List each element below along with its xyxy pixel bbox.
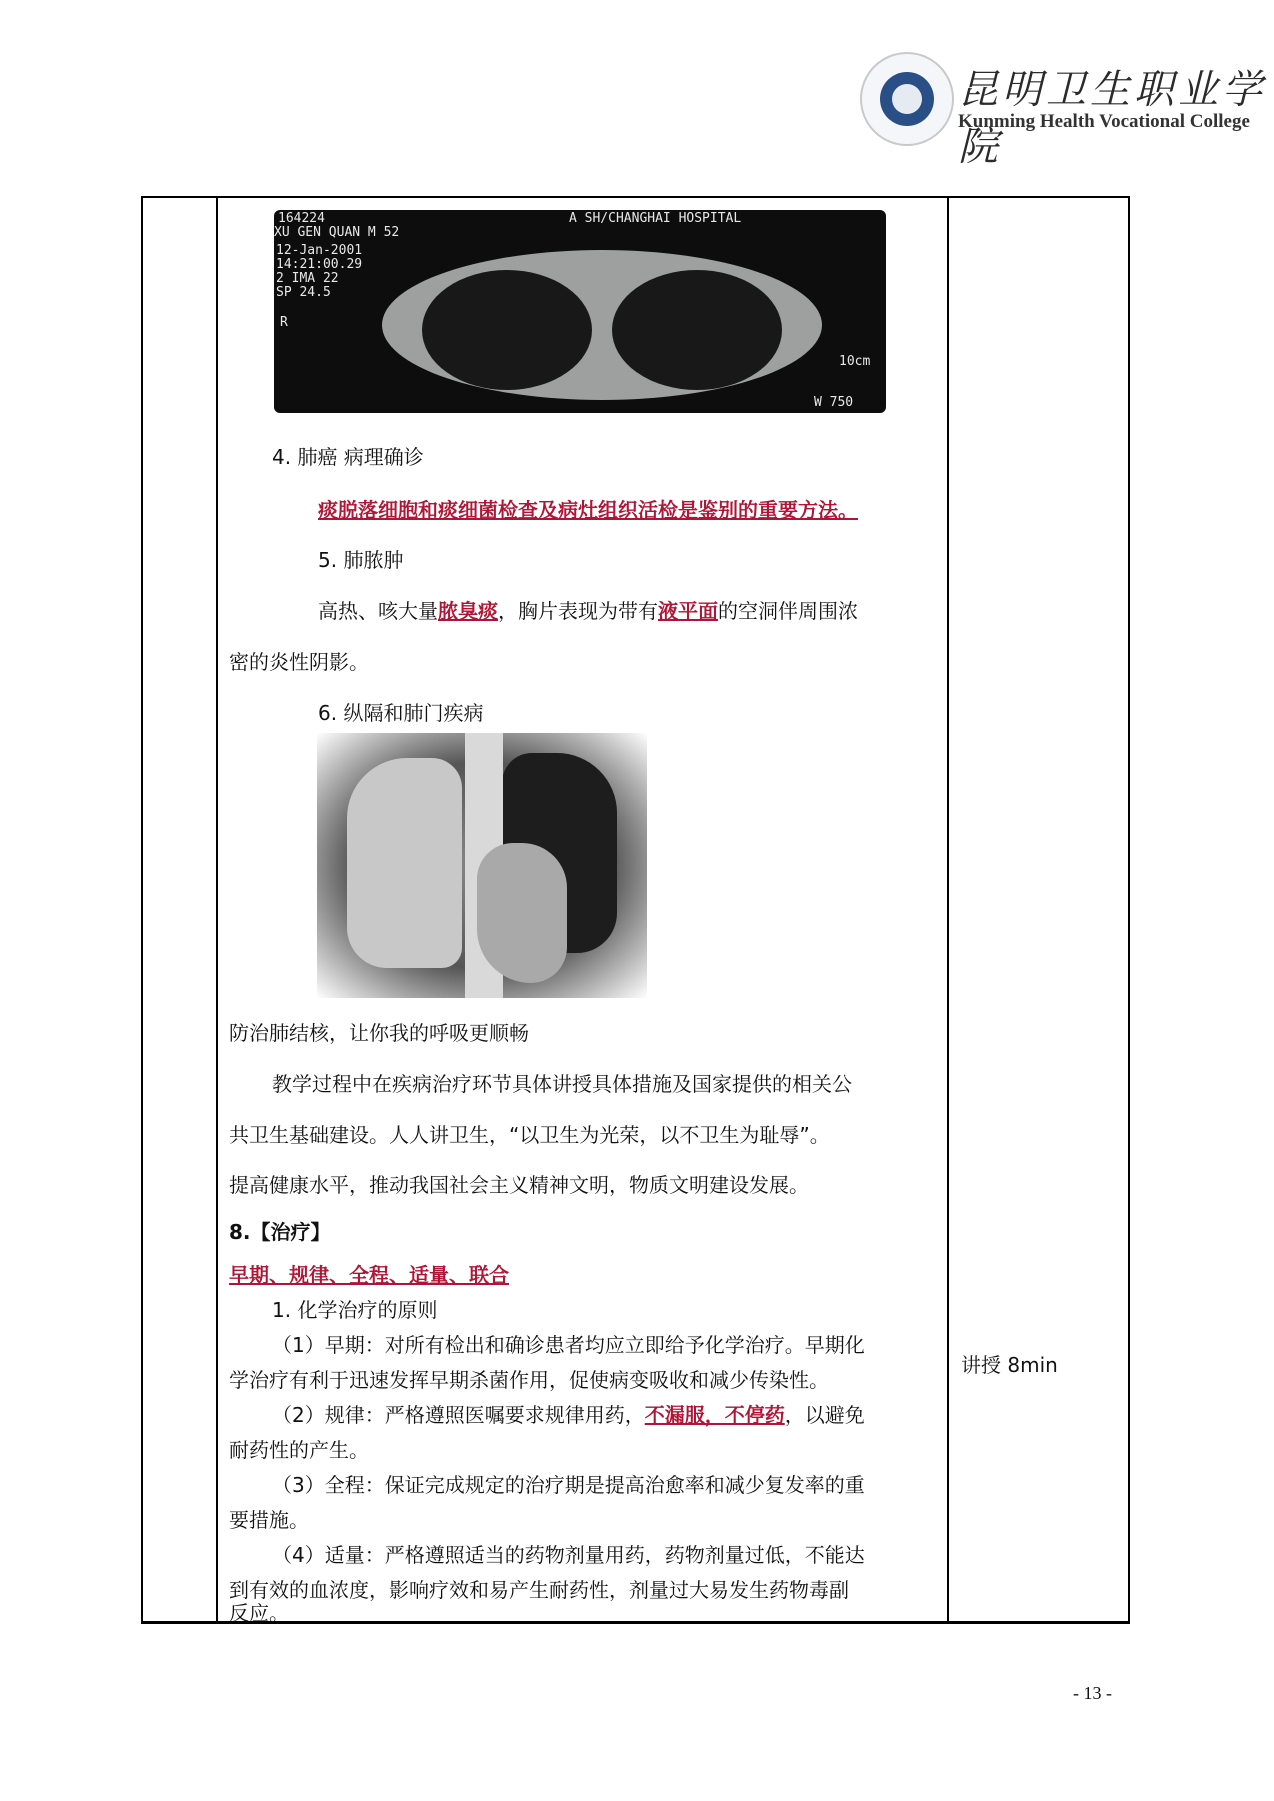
principle3-line1: （3）全程：保证完成规定的治疗期是提高治愈率和减少复发率的重 bbox=[272, 1473, 865, 1497]
principle2-line1 bbox=[272, 1402, 865, 1428]
chem-therapy-title: 1. 化学治疗的原则 bbox=[272, 1298, 438, 1322]
ct-body-outline bbox=[382, 250, 822, 400]
ct-overlay-time: 14:21:00.29 bbox=[276, 257, 363, 272]
principle1-line1: （1）早期：对所有检出和确诊患者均应立即给予化学治疗。早期化 bbox=[272, 1333, 865, 1357]
ct-overlay-date: 12-Jan-2001 bbox=[276, 243, 363, 258]
item6-title: 6. 纵隔和肺门疾病 bbox=[318, 701, 484, 725]
college-name-cn: 昆明卫生职业学院 bbox=[958, 67, 1266, 170]
ct-scan-image bbox=[274, 210, 886, 413]
ct-overlay-ima: 2 IMA 22 bbox=[276, 271, 339, 286]
principle4-line1: （4）适量：严格遵照适当的药物剂量用药，药物剂量过低，不能达 bbox=[272, 1543, 865, 1567]
principle1-line2: 学治疗有利于迅速发挥早期杀菌作用，促使病变吸收和减少传染性。 bbox=[229, 1368, 829, 1392]
xray-heart-shadow bbox=[477, 843, 567, 983]
ct-overlay-hospital: A SH/CHANGHAI HOSPITAL bbox=[569, 211, 742, 226]
principle2-line2: 耐药性的产生。 bbox=[229, 1438, 369, 1462]
ct-overlay-window: W 750 bbox=[814, 395, 854, 410]
ct-overlay-id: 164224 bbox=[278, 211, 325, 226]
column-divider-2 bbox=[947, 198, 949, 1621]
principle4-line2: 到有效的血浓度，影响疗效和易产生耐药性，剂量过大易发生药物毒副 bbox=[229, 1578, 849, 1602]
item4-title: 4. 肺癌 病理确诊 bbox=[272, 445, 424, 469]
principle2-highlight: 不漏服，不停药 bbox=[644, 1403, 785, 1427]
logo-emblem-icon bbox=[880, 72, 934, 126]
principle2-text-a: （2）规律：严格遵照医嘱要求规律用药， bbox=[272, 1403, 645, 1427]
education-para-line2: 共卫生基础建设。人人讲卫生，“以卫生为光荣，以不卫生为耻辱”。 bbox=[229, 1123, 830, 1147]
item5-paragraph-line2: 密的炎性阴影。 bbox=[229, 650, 369, 674]
item5-text-c: 的空洞伴周围浓 bbox=[718, 599, 858, 623]
item5-title: 5. 肺脓肿 bbox=[318, 548, 404, 572]
ct-right-lung bbox=[612, 270, 782, 390]
college-name-en: Kunming Health Vocational College bbox=[958, 111, 1250, 132]
page-number: - 13 - bbox=[1073, 1683, 1112, 1703]
principle2-text-b: ，以避免 bbox=[784, 1403, 865, 1427]
ct-overlay-patient: XU GEN QUAN M 52 bbox=[274, 225, 400, 240]
item4-emphasis: 痰脱落细胞和痰细菌检查及病灶组织活检是鉴别的重要方法。 bbox=[318, 498, 858, 522]
item5-highlight-fluid-level: 液平面 bbox=[658, 599, 718, 623]
chest-xray-image bbox=[317, 733, 647, 998]
item5-paragraph-line1 bbox=[318, 598, 858, 624]
slogan: 防治肺结核，让你我的呼吸更顺畅 bbox=[229, 1021, 529, 1045]
ct-overlay-scale: 10cm bbox=[839, 354, 871, 369]
college-logo bbox=[860, 52, 954, 146]
column-divider-1 bbox=[216, 198, 218, 1621]
ct-overlay-side: R bbox=[280, 315, 288, 330]
principle4-line3: 反应。 bbox=[229, 1601, 289, 1625]
item5-highlight-pus: 脓臭痰 bbox=[438, 599, 498, 623]
education-para-line1: 教学过程中在疾病治疗环节具体讲授具体措施及国家提供的相关公 bbox=[272, 1072, 852, 1096]
teaching-time-note: 讲授 8min bbox=[961, 1353, 1058, 1377]
principle3-line2: 要措施。 bbox=[229, 1508, 309, 1532]
ct-overlay-sp: SP 24.5 bbox=[276, 285, 331, 300]
item5-text-b: ，胸片表现为带有 bbox=[498, 599, 658, 623]
section8-heading: 8.【治疗】 bbox=[229, 1220, 331, 1244]
xray-right-lung-opacity bbox=[347, 758, 462, 968]
treatment-principles: 早期、规律、全程、适量、联合 bbox=[229, 1263, 509, 1287]
item5-text-a: 高热、咳大量 bbox=[318, 599, 438, 623]
education-para-line3: 提高健康水平，推动我国社会主义精神文明，物质文明建设发展。 bbox=[229, 1173, 809, 1197]
ct-left-lung bbox=[422, 270, 592, 390]
